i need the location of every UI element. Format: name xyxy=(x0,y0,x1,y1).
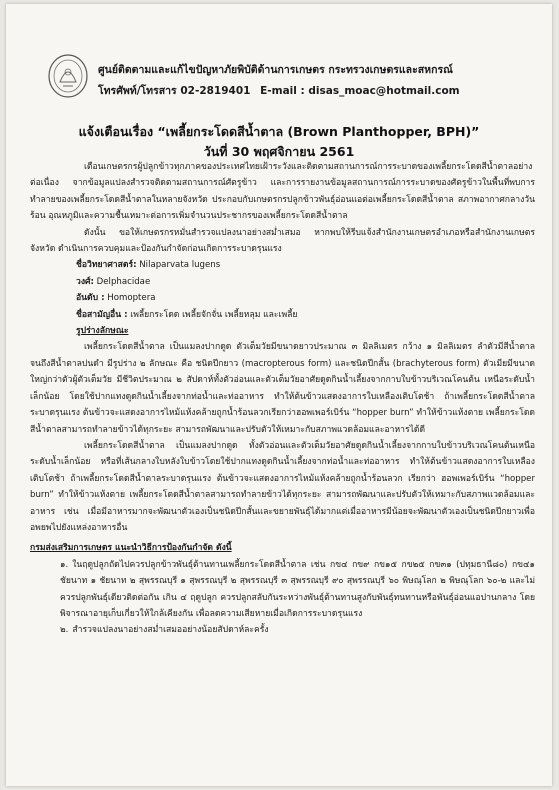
contact-line xyxy=(98,82,466,99)
item-number: ๒. xyxy=(60,625,69,636)
recommendation-item-1 xyxy=(30,557,535,623)
family-row xyxy=(30,274,535,290)
scientific-name-value: Nilaparvata lugens xyxy=(139,260,221,271)
recommendation-item-2 xyxy=(30,622,535,638)
common-name-label: ชื่อสามัญอื่น : xyxy=(76,309,128,320)
advice-paragraph: ดังนั้น ขอให้เกษตรกรหมั่นสำรวจแปลงนาอย่างสม่ำเสมอ หากพบให้รีบแจ้งสำนักงานเกษตรอำเภอหรือสำนักงานเกษตรจังหวัด ดำเนินการควบคุมและป้องกันกำจัดก่อนเกิดการระบาดรุนแรง xyxy=(30,227,535,255)
common-name-value: เพลี้ยกระโดด เพลี้ยจักจั่น เพลี้ยหลุม และเพลี้ย xyxy=(130,309,298,320)
phone-fax: โทรศัพท์/โทรสาร 02-2819401 xyxy=(98,85,251,97)
scientific-name-label: ชื่อวิทยาศาสตร์: xyxy=(76,260,137,271)
letterhead xyxy=(46,52,526,104)
item-number: ๑. xyxy=(60,559,69,570)
order-row xyxy=(30,290,535,306)
description-paragraph-1: เพลี้ยกระโดดสีน้ำตาล เป็นแมลงปากดูด ตัวเต็มวัยมีขนาดยาวประมาณ ๓ มิลลิเมตร กว้าง ๑ มิลลิเมตร ลำตัวมีสีน้ำตาลจนถึงสีน้ำตาลปนดำ มีรูปร่าง ๒ ลักษณะ คือ ชนิดปีกยาว (macropterous form) และชนิดปีกสั้น (brachyterous form) ตัวเมียมีขนาดใหญ่กว่าตัวผู้ตัวเต็มวัย มีชีวิตประมาณ ๒ สัปดาห์ทั้งตัวอ่อนและตัวเต็มวัยอาศัยดูดกินน้ำเลี้ยงจากกาบใบข้าวบริเวณโคนต้น เหนือระดับน้ำเล็กน้อย โดยใช้ปากแทงดูดกินน้ำเลี้ยงจากท่อน้ำและท่ออาหาร ทำให้ต้นข้าวแสดงอาการใบเหลืองเติบโตช้า ถ้าเพลี้ยกระโดดสีน้ำตาลระบาดรุนแรง ต้นข้าวจะแสดงอาการไหม้แห้งคล้ายถูกน้ำร้อนลวกเรียกว่าฮอพเพอร์เบิร์น “hopper burn” ทำให้ข้าวแห้งตาย เพลี้ยกระโดดสีน้ำตาลสามารถทำลายข้าวได้ทุกระยะ สามารถพัฒนาและปรับตัวให้เหมาะกับสภาพแวดล้อมและอาหารได้ดี xyxy=(30,342,535,435)
scientific-name-row xyxy=(30,257,535,273)
intro-paragraph: เตือนเกษตรกรผู้ปลูกข้าวทุกภาคของประเทศไทยเฝ้าระวังและติดตามสถานการณ์การระบาดของเพลี้ยกระโดดสีน้ำตาลอย่างต่อเนื่อง จากข้อมูลแปลงสำรวจติดตามสถานการณ์ศัตรูข้าว และการรายงานข้อมูลสถานการณ์การระบาดของศัตรูข้าวในพื้นที่พบการทำลายของเพลี้ยกระโดดสีน้ำตาลในหลายจังหวัด ประกอบกับเกษตรกรปลูกข้าวพันธุ์อ่อนแอต่อเพลี้ยกระโดดสีน้ำตาล สภาพอากาศกลางวันร้อน อุณหภูมิและความชื้นเหมาะต่อการเพิ่มจำนวนประชากรของเพลี้ยกระโดดสีน้ำตาล xyxy=(30,162,535,222)
order-label: อันดับ : xyxy=(76,293,105,304)
recommendation-heading: กรมส่งเสริมการเกษตร แนะนำวิธีการป้องกันกำจัด ดังนี้ xyxy=(30,543,232,554)
family-label: วงศ์: xyxy=(76,276,94,287)
item-text: สำรวจแปลงนาอย่างสม่ำเสมออย่างน้อยสัปดาห์ละครั้ง xyxy=(72,625,269,636)
description-paragraph-2: เพลี้ยกระโดดสีน้ำตาล เป็นแมลงปากดูด ทั้งตัวอ่อนและตัวเต็มวัยอาศัยดูดกินน้ำเลี้ยงจากกาบใบข้าวบริเวณโคนต้นเหนือระดับน้ำเล็กน้อย หรือที่เส้นกลางใบหลังใบข้าวโดยใช้ปากแทงดูดกินน้ำเลี้ยงจากท่อน้ำและท่ออาหาร ทำให้ต้นข้าวแสดงอาการใบเหลืองเติบโตช้า ถ้าเพลี้ยกระโดดสีน้ำตาลระบาดรุนแรง ต้นข้าวจะแสดงอาการไหม้แห้งคล้ายถูกน้ำร้อนลวก เรียกว่า ฮอพเพอร์เบิร์น “hopper burn” ทำให้ข้าวแห้งตาย เพลี้ยกระโดดสีน้ำตาลสามารถทำลายข้าวได้ทุกระยะ สามารถพัฒนาและปรับตัวให้เหมาะกับสภาพแวดล้อมและอาหาร เช่น เมื่อมีอาหารมากจะพัฒนาตัวเองเป็นชนิดปีกสั้นและขยายพันธุ์ได้มากแต่เมื่ออาหารมีน้อยจะพัฒนาตัวเองเป็นชนิดปีกยาวเพื่ออพยพไปยังแหล่งอาหารอื่น xyxy=(30,440,535,533)
order-value: Homoptera xyxy=(107,293,156,304)
organization-name: ศูนย์ติดตามและแก้ไขปัญหาภัยพิบัติด้านการเกษตร กระทรวงเกษตรและสหกรณ์ xyxy=(98,64,453,76)
family-value: Delphacidae xyxy=(96,276,151,287)
email-address: E-mail : disas_moac@hotmail.com xyxy=(260,85,460,97)
appearance-heading: รูปร่างลักษณะ xyxy=(76,326,129,337)
alert-title: แจ้งเตือนเรื่อง “เพลี้ยกระโดดสีน้ำตาล (Brown Planthopper, BPH)” xyxy=(78,124,480,139)
item-text: ในฤดูปลูกถัดไปควรปลูกข้าวพันธุ์ต้านทานเพลี้ยกระโดดสีน้ำตาล เช่น กข๔ กข๙ กข๑๕ กข๒๕ กข๓๑ (ปทุมธานี๘๐) กข๔๑ ชัยนาท ๑ ชัยนาท ๒ สุพรรณบุรี ๑ สุพรรณบุรี ๒ สุพรรณบุรี ๓ สุพรรณบุรี ๙๐ สุพรรณบุรี ๖๐ พิษณุโลก ๒ พิษณุโลก ๖๐-๒ และไม่ควรปลูกพันธุ์เดียวติดต่อกัน เกิน ๔ ฤดูปลูก ควรปลูกสลับกันระหว่างพันธุ์ต้านทานสูงกับพันธุ์ทนทานหรือพันธุ์อ่อนแอปานกลาง โดยพิจารณาอายุเก็บเกี่ยวให้ใกล้เคียงกัน เพื่อลดความเสียหายเมื่อเกิดการระบาดรุนแรง xyxy=(60,559,535,619)
alert-date: วันที่ 30 พฤศจิกายน 2561 xyxy=(203,144,355,159)
common-name-row xyxy=(30,307,535,323)
ministry-seal-logo xyxy=(46,52,90,100)
document-body xyxy=(30,159,535,639)
document-page xyxy=(6,4,552,786)
